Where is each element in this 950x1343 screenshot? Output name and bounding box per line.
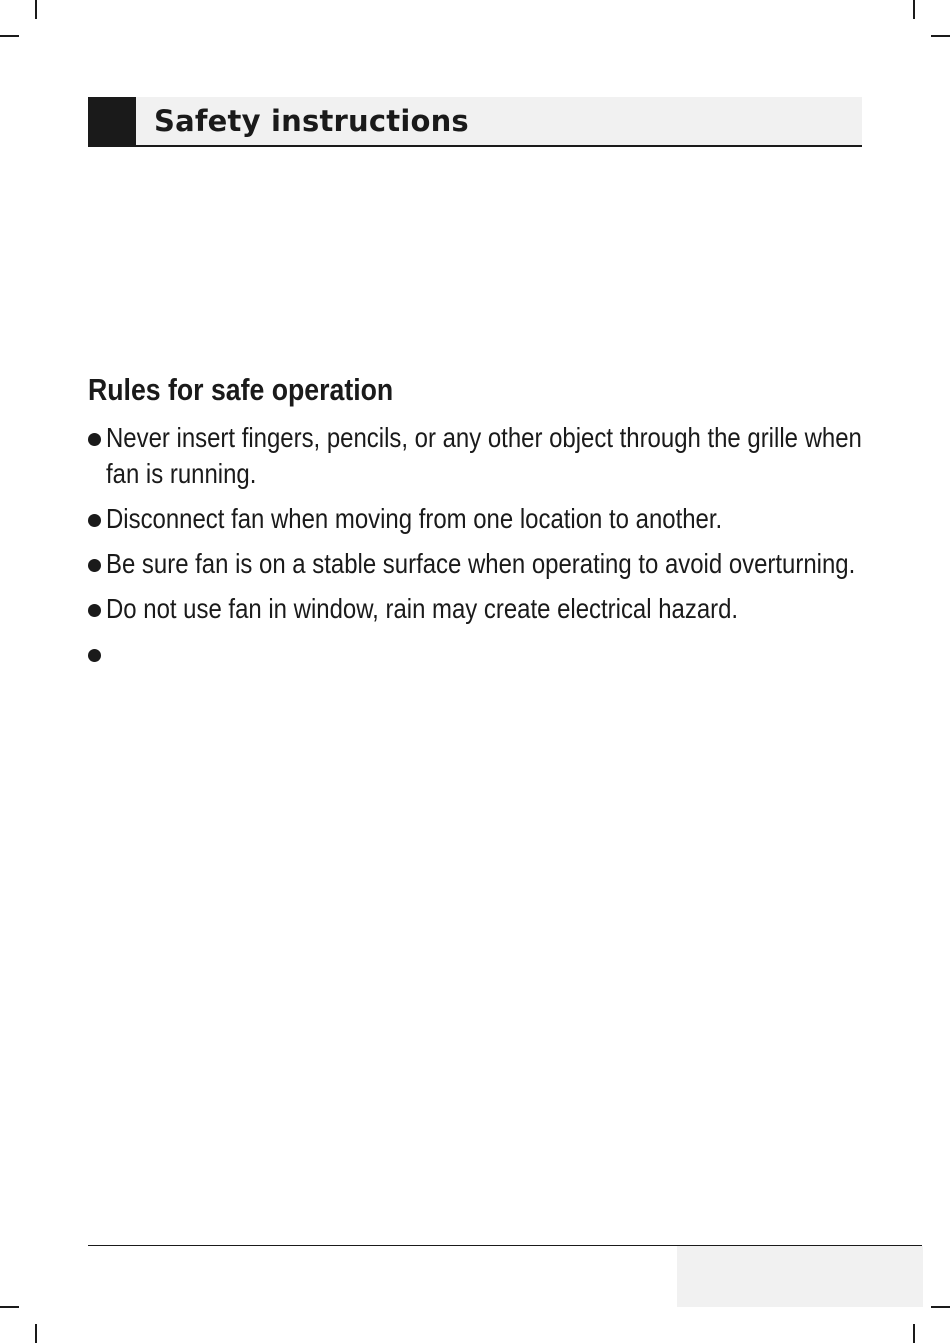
bullet-icon [88,649,101,662]
crop-mark [35,0,37,19]
rules-list [88,420,868,681]
rule-item [88,546,868,582]
rule-text [106,636,867,672]
rule-item [88,591,868,627]
rule-item [88,636,868,672]
crop-mark [35,1324,37,1343]
crop-mark [913,1324,915,1343]
bullet-icon [88,559,101,572]
crop-mark [931,1306,950,1308]
rule-text: Never insert fingers, pencils, or any other object through the grille when fan is running. [106,422,862,489]
rule-text: Disconnect fan when moving from one location to another. [106,503,723,534]
bullet-icon [88,514,101,527]
crop-mark [913,0,915,19]
crop-mark [0,1306,19,1308]
rule-item [88,420,868,492]
header-marker-block [88,97,136,145]
bullet-icon [88,433,101,446]
section-title: Rules for safe operation [88,372,394,407]
page-title: Safety instructions [154,104,469,138]
bullet-icon [88,604,101,617]
crop-mark [0,35,19,37]
page-number-box [677,1246,923,1307]
crop-mark [931,35,950,37]
rule-text: Do not use fan in window, rain may create electrical hazard. [106,593,739,624]
rule-item [88,501,868,537]
rule-text: Be sure fan is on a stable surface when operating to avoid overturning. [106,548,856,579]
section-header-bar [88,97,862,147]
